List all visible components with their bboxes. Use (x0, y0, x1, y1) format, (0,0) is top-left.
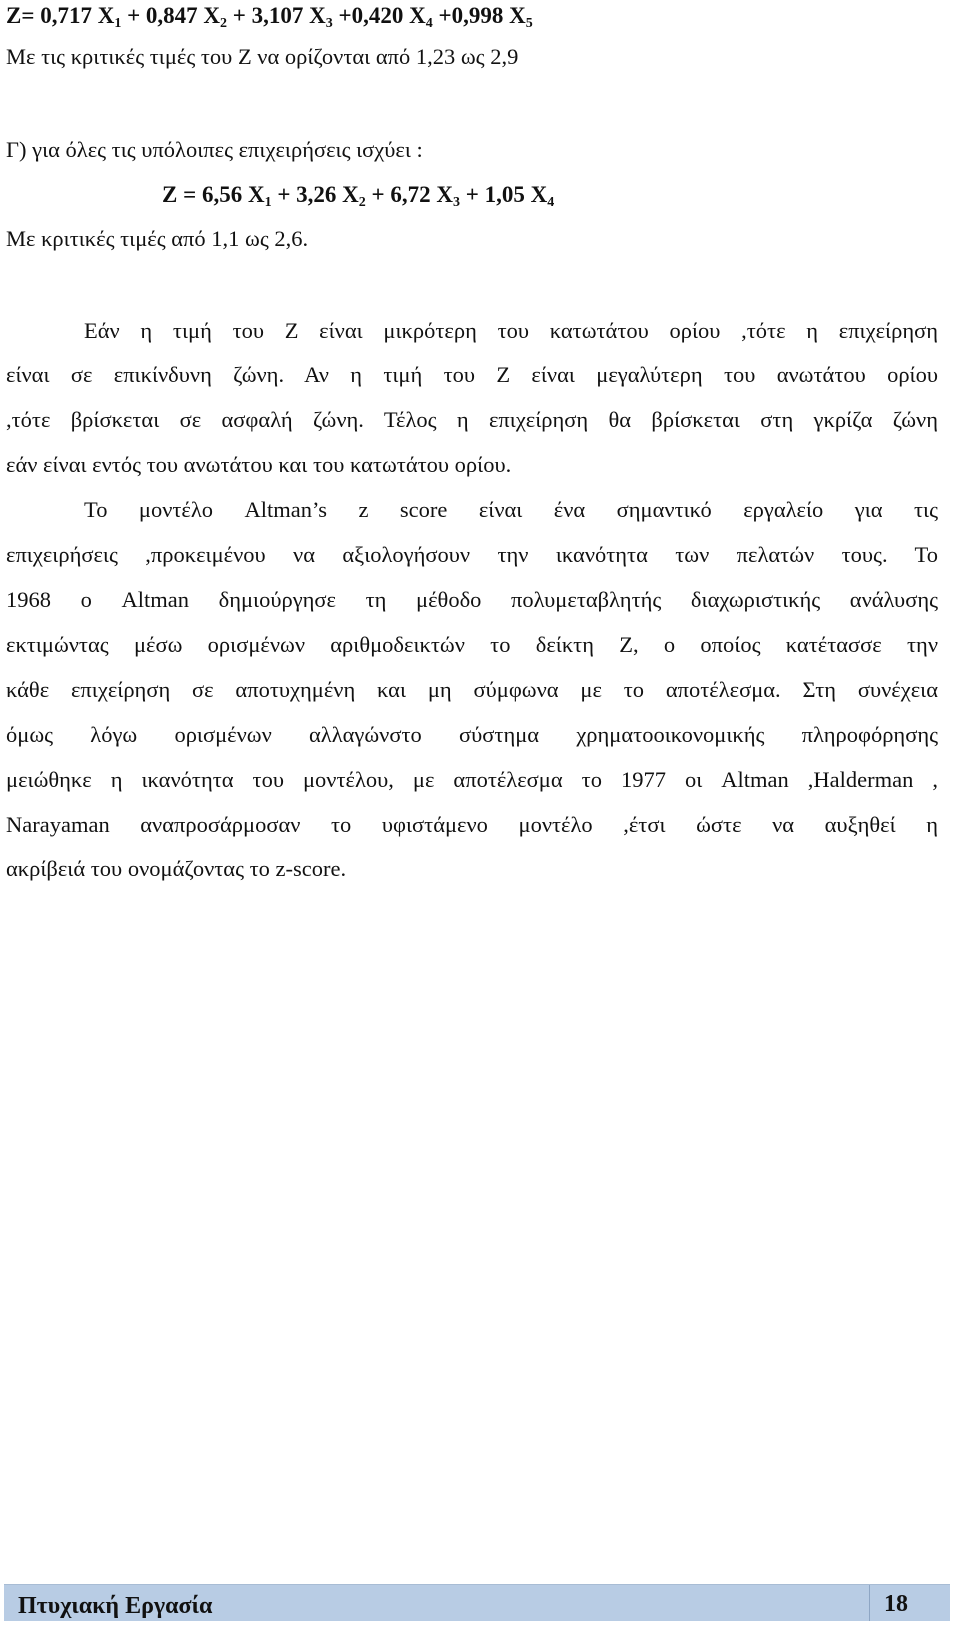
equation-term: + 6,72 X (365, 182, 453, 207)
critical-values-line-2: Με κριτικές τιμές από 1,1 ως 2,6. (6, 226, 309, 251)
paragraph-line: 1968 ο Altman δημιούργησε τη μέθοδο πολυμεταβλητής διαχωριστικής ανάλυσης (6, 589, 938, 612)
equation-term: Z = 6,56 X (162, 182, 265, 207)
case-c-heading: Γ) για όλες τις υπόλοιπες επιχειρήσεις ισχύει : (6, 137, 423, 162)
paragraph-line: Το μοντέλο Altman’s z score είναι ένα σημαντικό εργαλείο για τις (84, 499, 938, 522)
paragraph-line: μειώθηκε η ικανότητα του μοντέλου, με αποτέλεσμα το 1977 οι Altman ,Halderman , (6, 769, 938, 792)
subscript: 3 (325, 16, 333, 31)
equation-model-1 (6, 3, 533, 31)
page-number: 18 (884, 1591, 908, 1617)
paragraph-line: όμως λόγω ορισμένων αλλαγώνστο σύστημα χρηματοοικονομικής πληροφόρησης (6, 724, 938, 747)
subscript: 4 (425, 16, 433, 31)
equation-term: + 0,847 X (121, 3, 221, 28)
paragraph-line: ,τότε βρίσκεται σε ασφαλή ζώνη. Τέλος η επιχείρηση θα βρίσκεται στη γκρίζα ζώνη (6, 409, 938, 432)
subscript: 2 (220, 16, 228, 31)
footer-title: Πτυχιακή Εργασία (18, 1593, 213, 1619)
paragraph-line: Εάν η τιμή του Z είναι μικρότερη του κατωτάτου ορίου ,τότε η επιχείρηση (84, 320, 938, 343)
subscript: 4 (547, 195, 555, 210)
subscript: 1 (114, 16, 122, 31)
page-footer (4, 1584, 950, 1621)
critical-values-line-1: Με τις κριτικές τιμές του Z να ορίζονται από 1,23 ως 2,9 (6, 44, 519, 69)
paragraph-line: Narayaman αναπροσάρμοσαν το υφιστάμενο μοντέλο ,έτσι ώστε να αυξηθεί η (6, 814, 938, 837)
equation-term: + 1,05 X (460, 182, 548, 207)
equation-term: Z= 0,717 X (6, 3, 115, 28)
footer-divider (869, 1585, 870, 1621)
subscript: 1 (264, 195, 272, 210)
equation-term: + 3,26 X (271, 182, 359, 207)
paragraph-line: είναι σε επικίνδυνη ζώνη. Αν η τιμή του Z είναι μεγαλύτερη του ανωτάτου ορίου (6, 364, 938, 387)
paragraph-line: επιχειρήσεις ,προκειμένου να αξιολογήσουν την ικανότητα των πελατών τους. Το (6, 544, 938, 567)
equation-term: + 3,107 X (227, 3, 326, 28)
subscript: 2 (358, 195, 366, 210)
paragraph-line: εκτιμώντας μέσω ορισμένων αριθμοδεικτών το δείκτη Z, ο οποίος κατέτασσε την (6, 634, 938, 657)
equation-term: +0,998 X (432, 3, 526, 28)
paragraph-line: ακρίβειά του ονομάζοντας το z-score. (6, 856, 347, 881)
equation-model-2 (162, 182, 555, 210)
paragraph-line: κάθε επιχείρηση σε αποτυχημένη και μη σύμφωνα με το αποτέλεσμα. Στη συνέχεια (6, 679, 938, 702)
subscript: 5 (525, 16, 533, 31)
paragraph-line: εάν είναι εντός του ανωτάτου και του κατωτάτου ορίου. (6, 452, 512, 477)
subscript: 3 (453, 195, 460, 210)
equation-term: +0,420 X (332, 3, 426, 28)
